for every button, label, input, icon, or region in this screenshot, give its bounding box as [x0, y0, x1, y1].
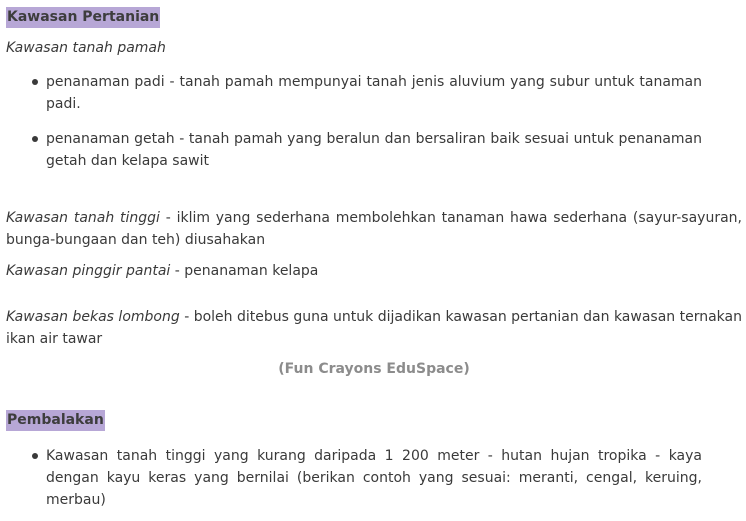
list-item [6, 128, 702, 172]
source-caption: (Fun Crayons EduSpace) [278, 361, 470, 377]
term-description: - iklim yang sederhana membolehkan tanaman hawa sederhana (sayur-sayuran, bunga-bungaan dan teh) diusahakan [6, 210, 742, 248]
section-heading-kawasan-pertanian: Kawasan Pertanian [6, 7, 160, 28]
list-item [6, 445, 702, 511]
bullet-text: penanaman padi - tanah pamah mempunyai tanah jenis aluvium yang subur untuk tanaman padi. [46, 74, 702, 112]
term-description: - boleh ditebus guna untuk dijadikan kawasan pertanian dan kawasan ternakan ikan air tawar [6, 309, 742, 347]
term-description: - penanaman kelapa [170, 263, 319, 279]
bullet-text: penanaman getah - tanah pamah yang beralun dan bersaliran baik sesuai untuk penanaman getah dan kelapa sawit [46, 131, 702, 169]
section-heading-pembalakan: Pembalakan [6, 410, 105, 431]
bullet-icon [32, 79, 38, 85]
bullet-icon [32, 136, 38, 142]
paragraph-tanah-tinggi [6, 207, 742, 251]
bullet-list-tanah-pamah [6, 71, 702, 172]
term-label: Kawasan pinggir pantai [6, 263, 171, 279]
term-label: Kawasan bekas lombong [6, 309, 180, 325]
list-item [6, 71, 702, 115]
term-label: Kawasan tanah tinggi [6, 210, 160, 226]
bullet-list-pembalakan [6, 445, 702, 511]
paragraph-pinggir-pantai [6, 260, 318, 282]
subheading-tanah-pamah: Kawasan tanah pamah [6, 40, 166, 56]
bullet-text: Kawasan tanah tinggi yang kurang daripada 1 200 meter - hutan hujan tropika - kaya dengan kayu keras yang bernilai (berikan contoh yang sesuai: meranti, cengal, keruing, merbau) [46, 448, 702, 508]
paragraph-bekas-lombong [6, 306, 742, 350]
bullet-icon [32, 453, 38, 459]
